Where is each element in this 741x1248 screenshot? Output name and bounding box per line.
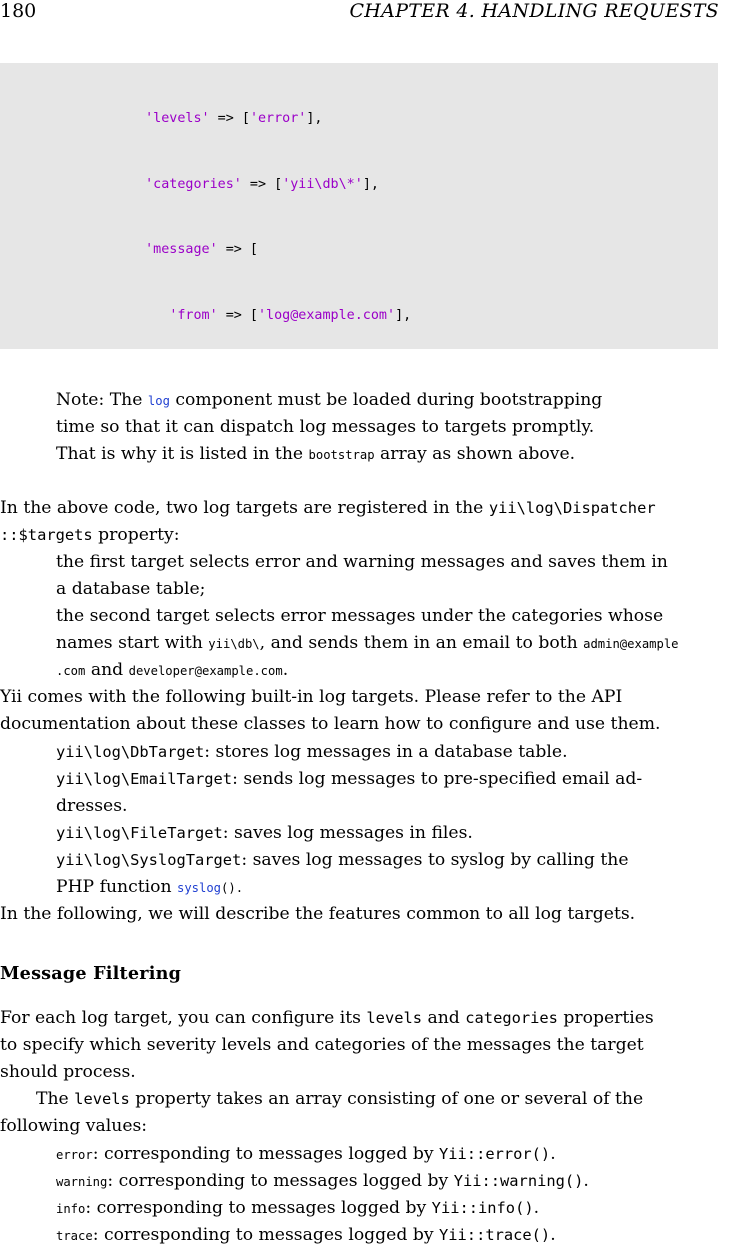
note-line-2: time so that it can dispatch log messages to targets promptly. (56, 417, 595, 437)
list-item-emailtarget: yii\log\EmailTarget: sends log messages to pre-specified email ad- (56, 769, 643, 789)
log-link[interactable]: log (147, 394, 170, 408)
para5-line-1: The levels property takes an array consisting of one or several of the (36, 1089, 644, 1109)
note-line-3: That is why it is listed in the bootstrap array as shown above. (56, 444, 576, 464)
code-line: 'from' => ['log@example.com'], (169, 307, 412, 323)
list-item-syslogtarget-cont: PHP function syslog(). (56, 877, 244, 897)
para4-line-1: For each log target, you can configure its levels and categories properties (0, 1008, 654, 1028)
list-item-dbtarget: yii\log\DbTarget: stores log messages in a database table. (56, 742, 568, 762)
list-item-level-error: error: corresponding to messages logged by Yii::error(). (56, 1144, 556, 1164)
page-header (0, 0, 741, 24)
list-item-target-1-cont: a database table; (56, 579, 206, 599)
page-number: 180 (0, 0, 37, 22)
list-item-target-1: the first target selects error and warning messages and saves them in (56, 552, 668, 572)
para4-line-3: should process. (0, 1062, 136, 1082)
chapter-title: CHAPTER 4. HANDLING REQUESTS (349, 0, 719, 22)
list-item-level-trace: trace: corresponding to messages logged by Yii::trace(). (56, 1225, 556, 1245)
list-item-level-info: info: corresponding to messages logged by Yii::info(). (56, 1198, 540, 1218)
para1-line-2: ::$targets property: (0, 525, 180, 545)
para5-line-2: following values: (0, 1116, 148, 1136)
para2-line-1: Yii comes with the following built-in log targets. Please refer to the API (0, 687, 623, 707)
para4-line-2: to specify which severity levels and categories of the messages the target (0, 1035, 644, 1055)
code-line: 'message' => [ (145, 242, 258, 258)
list-item-target-2-cont: names start with yii\db\, and sends them in an email to both admin@example (56, 633, 679, 653)
section-heading: Message Filtering (0, 963, 182, 984)
note-line-1: Note: The log component must be loaded during bootstrapping (56, 390, 603, 410)
list-item-level-warning: warning: corresponding to messages logged by Yii::warning(). (56, 1171, 589, 1191)
para2-line-2: documentation about these classes to learn how to configure and use them. (0, 714, 661, 734)
para1-line-1: In the above code, two log targets are registered in the yii\log\Dispatcher (0, 498, 656, 518)
list-item-filetarget: yii\log\FileTarget: saves log messages in files. (56, 823, 473, 843)
code-block (0, 63, 718, 349)
list-item-target-2: the second target selects error messages under the categories whose (56, 606, 664, 626)
list-item-syslogtarget: yii\log\SyslogTarget: saves log messages to syslog by calling the (56, 850, 629, 870)
syslog-link[interactable]: syslog (177, 881, 222, 895)
code-line: 'levels' => ['error'], (145, 110, 323, 126)
code-line: 'categories' => ['yii\db\*'], (145, 176, 379, 192)
list-item-target-2-cont2: .com and developer@example.com. (56, 660, 289, 680)
list-item-emailtarget-cont: dresses. (56, 796, 128, 816)
para3: In the following, we will describe the features common to all log targets. (0, 904, 636, 924)
